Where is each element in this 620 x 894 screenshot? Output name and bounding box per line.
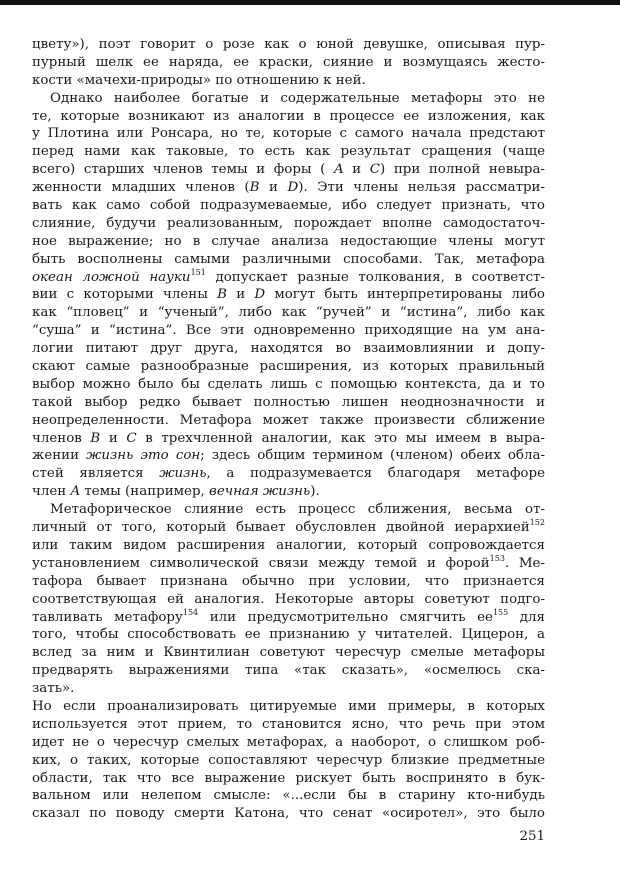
text-line [32, 269, 545, 287]
text-segment: всего) старших членов темы и форы ( [32, 162, 334, 178]
text-segment: тафора бывает признана обычно при условии, что признается [32, 573, 545, 589]
text-segment: , а подразумевается благодаря метафоре [206, 466, 545, 482]
text-segment: вать как само собой подразумеваемые, ибо следует признать, что [32, 198, 545, 214]
text-line [32, 716, 545, 734]
italic-text: D [287, 180, 299, 196]
page-number: 251 [519, 829, 545, 844]
text-segment: кости «мачехи-природы» по отношению к ней. [32, 72, 366, 88]
text-segment: те, которые возникают из аналогии в процессе ее изложения, как [32, 108, 545, 124]
text-line [32, 286, 545, 304]
text-segment: член [32, 484, 71, 500]
text-line [32, 215, 545, 233]
text-segment: быть восполнены самыми различными способами. Так, метафора [32, 251, 545, 267]
text-segment: области, так что все выражение рискует быть воспринято в бук- [32, 770, 545, 786]
text-segment: и [100, 430, 127, 446]
text-line [32, 644, 545, 662]
text-line [32, 430, 545, 448]
text-segment: сказал по поводу смерти Катона, что сенат «осиротел», это было [32, 806, 545, 822]
italic-text: C [369, 162, 381, 178]
footnote-ref: 155 [492, 607, 509, 617]
text-line [32, 555, 545, 573]
italic-text: B [90, 430, 101, 446]
italic-text: A [70, 484, 81, 500]
text-segment: у Плотина или Ронсара, но те, которые с самого начала предстают [32, 126, 545, 142]
text-segment: Однако наиболее богатые и содержательные метафоры это не [50, 90, 545, 106]
text-line [32, 465, 545, 483]
scan-edge-bar [0, 0, 620, 5]
text-segment: идет не о чересчур смелых метафорах, а наоборот, о слишком роб- [32, 734, 545, 750]
text-line [32, 197, 545, 215]
text-segment: женности младших членов ( [32, 180, 250, 196]
footnote-ref: 151 [190, 267, 206, 277]
text-segment: неопределенности. Метафора может также произвести сближение [32, 412, 545, 428]
text-segment: зать». [32, 681, 75, 697]
text-segment: и [259, 180, 288, 196]
text-line [32, 161, 545, 179]
text-line [32, 340, 545, 358]
page-body-text [32, 36, 545, 823]
text-segment: ное выражение; но в случае анализа недостающие члены могут [32, 233, 545, 249]
text-segment: ; здесь общим термином (членом) обеих обла- [200, 448, 545, 464]
italic-text: B [249, 180, 260, 196]
text-segment: ). Эти члены нельзя рассматри- [298, 180, 545, 196]
text-line [32, 447, 545, 465]
text-line [32, 609, 545, 627]
text-segment: Метафорическое слияние есть процесс сближения, весьма от- [50, 502, 545, 518]
text-line [32, 143, 545, 161]
italic-text: D [254, 287, 266, 303]
text-line [32, 752, 545, 770]
text-segment: вальном или нелепом смысле: «...если бы в старину кто-нибудь [32, 788, 545, 804]
text-segment: тавливать метафору [32, 609, 183, 625]
text-segment: или таким видом расширения аналогии, который сопровождается [32, 537, 545, 553]
text-segment: или предусмотрительно смягчить ее [198, 609, 493, 625]
text-segment: перед нами как таковые, то есть как результат сращения (чаще [32, 144, 545, 160]
text-segment: вслед за ним и Квинтилиан советуют чересчур смелые метафоры [32, 645, 545, 661]
text-line [32, 591, 545, 609]
text-segment: “суша” и “истина”. Все эти одновременно приходящие на ум ана- [32, 323, 545, 339]
text-segment: как “пловец” и “ученый”, либо как “ручей” и “истина”, либо как [32, 305, 545, 321]
text-segment: стей является [32, 466, 160, 482]
text-segment: пурный шелк ее наряда, ее краски, сияние и возмущаясь жесто- [32, 54, 545, 70]
text-line [32, 394, 545, 412]
text-segment: Но если проанализировать цитируемые ими примеры, в которых [32, 698, 545, 714]
text-segment: ). [310, 484, 320, 500]
text-line [32, 734, 545, 752]
text-line [32, 108, 545, 126]
italic-text: C [126, 430, 137, 446]
italic-text: B [217, 287, 227, 303]
text-segment: слияние, будучи реализованным, порождает вполне самодостаточ- [32, 215, 545, 231]
text-segment: жении [32, 448, 87, 464]
text-line [32, 90, 545, 108]
text-line [32, 54, 545, 72]
text-line [32, 698, 545, 716]
text-line [32, 626, 545, 644]
text-line [32, 662, 545, 680]
text-line [32, 233, 545, 251]
text-line [32, 36, 545, 54]
footnote-ref: 153 [489, 553, 505, 563]
text-line [32, 251, 545, 269]
text-segment: в трехчленной аналогии, как это мы имеем в выра- [136, 430, 545, 446]
text-segment: . Ме- [504, 555, 545, 571]
text-line [32, 412, 545, 430]
text-segment: и [226, 287, 255, 303]
text-segment: скают самые разнообразные расширения, из которых правильный [32, 359, 545, 375]
footnote-ref: 154 [182, 607, 199, 617]
text-segment: выбор можно было бы сделать лишь с помощью контекста, да и то [32, 376, 545, 392]
text-segment: цвету»), поэт говорит о розе как о юной девушке, описывая пур- [32, 37, 545, 52]
text-segment: вии с которыми члены [32, 287, 218, 303]
text-line [32, 125, 545, 143]
text-segment: того, чтобы способствовать ее признанию у читателей. Цицерон, а [32, 627, 545, 643]
text-segment: логии питают друг друга, находятся во взаимовлиянии и допу- [32, 341, 545, 357]
text-segment: для [508, 609, 545, 625]
italic-text: жизнь [159, 466, 207, 482]
text-line [32, 787, 545, 805]
italic-text: жизнь это сон [86, 448, 201, 464]
text-line [32, 304, 545, 322]
text-line [32, 770, 545, 788]
text-segment: такой выбор редко бывает полностью лишен неоднозначности и [32, 394, 545, 410]
text-segment: установлением символической связи между темой и форой [32, 555, 490, 571]
text-line [32, 376, 545, 394]
footnote-ref: 152 [529, 518, 545, 528]
text-line [32, 322, 545, 340]
text-segment: используется этот прием, то становится ясно, что речь при этом [32, 716, 545, 732]
text-line [32, 483, 545, 501]
text-segment: членов [32, 430, 91, 446]
text-line [32, 805, 545, 823]
text-segment: ) при полной невыра- [380, 162, 545, 178]
text-segment: и [343, 162, 370, 178]
text-line [32, 501, 545, 519]
text-segment: могут быть интерпретированы либо [265, 287, 545, 303]
text-segment: предварять выражениями типа «так сказать», «осмелюсь ска- [32, 663, 545, 679]
text-line [32, 573, 545, 591]
text-segment: допускает разные толкования, в соответст- [205, 269, 545, 285]
italic-text: вечная жизнь [209, 484, 311, 500]
text-line [32, 537, 545, 555]
italic-text: A [333, 162, 344, 178]
text-segment: ких, о таких, которые сопоставляют чересчур близкие предметные [32, 752, 545, 768]
text-line [32, 179, 545, 197]
text-segment: темы (например, [80, 484, 210, 500]
text-line [32, 519, 545, 537]
text-line [32, 72, 545, 90]
text-segment: личный от того, который бывает обусловлен двойной иерархией [32, 520, 530, 536]
text-line [32, 680, 545, 698]
text-line [32, 358, 545, 376]
italic-text: океан ложной науки [32, 269, 191, 285]
text-segment: соответствующая ей аналогия. Некоторые авторы советуют подго- [32, 591, 545, 607]
